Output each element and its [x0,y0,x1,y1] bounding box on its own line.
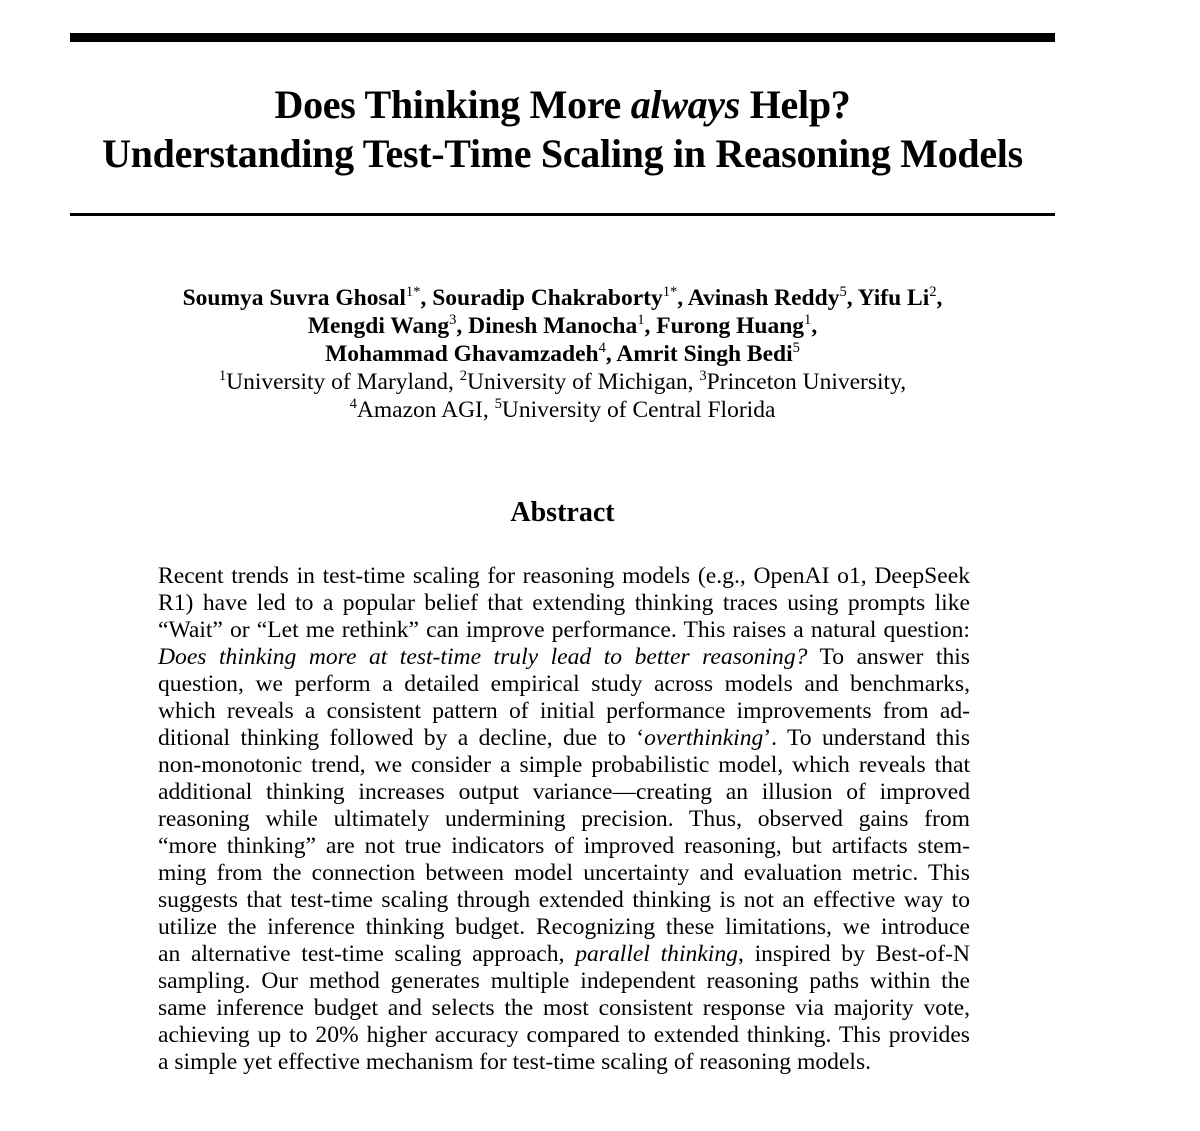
abstract-text: ditional thinking followed by a decline, due to ‘ [158,725,645,751]
author-separator: , [605,341,617,367]
title-line-1-pre: Does Thinking More [274,82,631,127]
author-separator: , [456,313,469,339]
title-line-1-post: Help? [740,82,851,127]
abstract-body [158,563,970,1076]
abstract-line [158,941,970,968]
abstract-text: same inference budget and selects the most consistent response via majority vote, [158,995,970,1021]
abstract-line [158,1049,970,1076]
author-line-2 [60,312,1065,340]
abstract-text: non-monotonic trend, we consider a simple probabilistic model, which reveals that [158,752,970,778]
abstract-line [158,968,970,995]
abstract-text: ’. To understand this [763,725,970,751]
abstract-text: Recent trends in test-time scaling for reasoning models (e.g., OpenAI o1, DeepSeek [158,563,970,589]
abstract-line [158,887,970,914]
abstract-text: reasoning while ultimately undermining precision. Thus, observed gains from [158,806,970,832]
abstract-line [158,779,970,806]
affiliation-name: University of Central Florida [501,397,776,423]
author-name: Yifu Li [857,285,930,311]
author-affiliation-mark: 1* [662,283,678,300]
abstract-line [158,671,970,698]
author-affiliation-mark: 1 [804,311,812,328]
author-name: Mohammad Ghavamzadeh [325,341,599,367]
abstract-line [158,725,970,752]
author-name: Dinesh Manocha [468,313,638,339]
abstract-line [158,914,970,941]
affiliation-mark: 4 [349,395,357,412]
paper-title [60,80,1065,178]
author-separator: , [677,285,688,311]
author-separator: , [846,285,858,311]
abstract-text: an alternative test-time scaling approach, [158,941,576,967]
abstract-text: question, we perform a detailed empirical study across models and benchmarks, [158,671,970,697]
author-affiliation-mark: 1 [637,311,645,328]
author-separator: , [811,313,818,339]
abstract-line [158,1022,970,1049]
abstract-line [158,860,970,887]
author-affiliation-mark: 1* [405,283,421,300]
abstract-text: utilize the inference thinking budget. Recognizing these limitations, we introduce [158,914,970,940]
abstract-emphasis: Does thinking more at test-time truly lead to better reasoning? [158,644,808,670]
affiliation-mark: 3 [699,367,707,384]
abstract-text: R1) have led to a popular belief that extending thinking traces using prompts like [158,590,970,616]
abstract-emphasis: parallel thinking [575,941,738,967]
affiliation-mark: 1 [218,367,227,384]
affiliation-name: Princeton University, [706,369,907,395]
author-affiliation-mark: 5 [792,339,800,356]
abstract-text: a simple yet effective mechanism for test-time scaling of reasoning models. [158,1049,872,1075]
abstract-text: “more thinking” are not true indicators of improved reasoning, but artifacts stem- [158,833,970,859]
author-block [60,284,1065,424]
author-separator: , [420,285,433,311]
abstract-line [158,644,970,671]
abstract-text: which reveals a consistent pattern of initial performance improvements from ad- [158,698,970,724]
author-separator: , [644,313,657,339]
abstract-text: , inspired by Best-of-N [737,941,970,967]
abstract-text: ming from the connection between model uncertainty and evaluation metric. This [158,860,970,886]
author-name: Avinash Reddy [687,285,840,311]
title-line-1 [60,80,1065,129]
affiliation-mark: 2 [459,367,468,384]
author-name: Amrit Singh Bedi [616,341,793,367]
abstract-emphasis: overthinking [644,725,764,751]
abstract-line [158,590,970,617]
abstract-text: suggests that test-time scaling through extended thinking is not an effective way to [158,887,970,913]
author-name: Furong Huang [656,313,805,339]
author-name: Mengdi Wang [307,313,450,339]
abstract-line [158,698,970,725]
abstract-text: To answer this [807,644,970,670]
author-affiliation-mark: 2 [929,283,937,300]
abstract-text: additional thinking increases output variance—creating an illusion of improved [158,779,970,805]
abstract-text: “Wait” or “Let me rethink” can improve performance. This raises a natural question: [158,617,970,643]
affiliation-line-2 [60,396,1065,424]
affiliation-name: University of Maryland, [226,369,460,395]
abstract-line [158,806,970,833]
title-line-2: Understanding Test-Time Scaling in Reasoning Models [102,131,1023,176]
abstract-text: achieving up to 20% higher accuracy compared to extended thinking. This provides [158,1022,970,1048]
author-affiliation-mark: 4 [598,339,606,356]
affiliation-name: University of Michigan, [467,369,700,395]
author-name: Soumya Suvra Ghosal [182,285,406,311]
affiliation-name: Amazon AGI, [356,397,495,423]
author-affiliation-mark: 5 [839,283,847,300]
abstract-line [158,752,970,779]
abstract-heading: Abstract [510,497,615,528]
author-separator: , [936,285,943,311]
affiliation-line-1 [60,368,1065,396]
abstract-line [158,563,970,590]
abstract-line [158,833,970,860]
top-rule [70,33,1055,42]
author-affiliation-mark: 3 [449,311,457,328]
affiliation-mark: 5 [494,395,502,412]
author-name: Souradip Chakraborty [432,285,663,311]
bottom-rule [70,213,1055,216]
abstract-line [158,995,970,1022]
abstract-line [158,617,970,644]
title-emphasis: always [630,82,741,127]
author-line-1 [60,284,1065,312]
author-line-3 [60,340,1065,368]
abstract-text: sampling. Our method generates multiple independent reasoning paths within the [158,968,970,994]
